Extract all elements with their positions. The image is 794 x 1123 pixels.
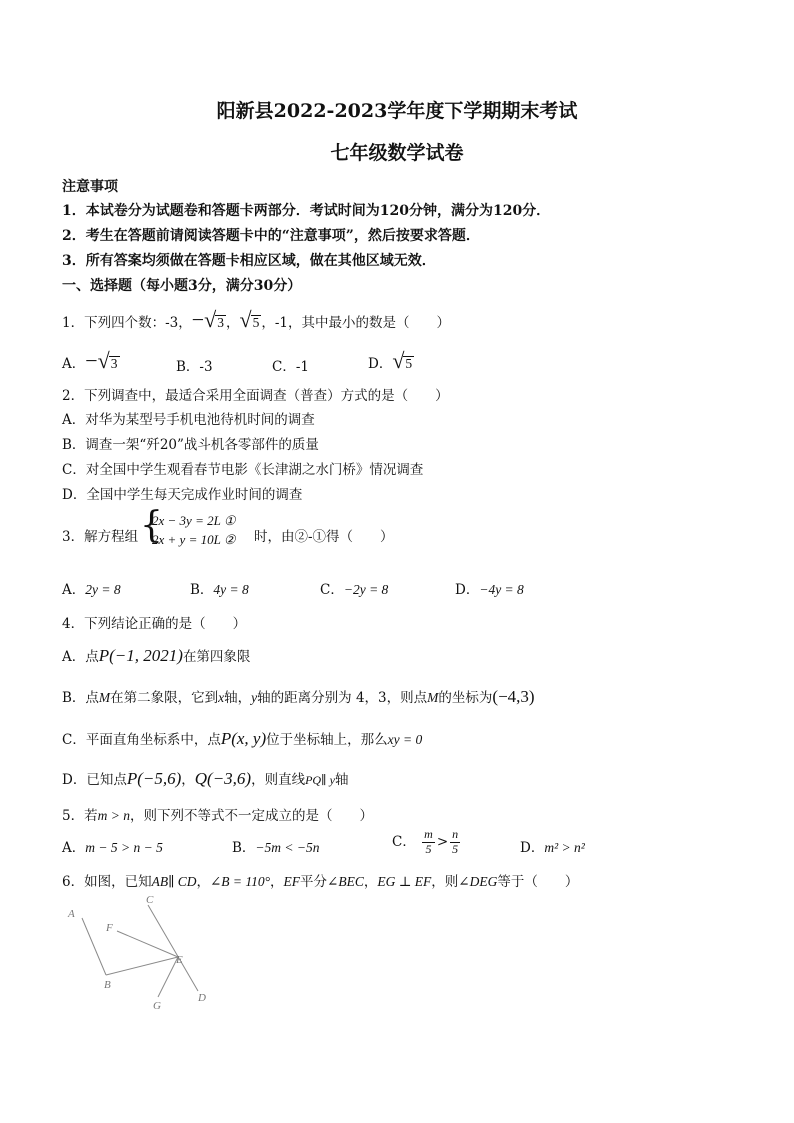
question-4-option-c: C．平面直角坐标系中，点P(x, y)位于坐标轴上，那么xy = 0 <box>62 729 423 748</box>
equation-2: 2x + y = 10L ② <box>152 532 236 547</box>
system-brace: { <box>140 505 163 546</box>
question-3-option-b: B．4y = 8 <box>190 582 249 598</box>
question-1-option-b: B．-3 <box>176 359 213 375</box>
question-2-option-b: B．调查一架“歼20”战斗机各零部件的质量 <box>62 437 319 453</box>
notice-item-3: 3．所有答案均须做在答题卡相应区域，做在其他区域无效． <box>62 253 436 269</box>
exam-title: 阳新县2022-2023学年度下学期期末考试 <box>216 100 578 122</box>
question-3-stem-a: 3．解方程组 <box>62 529 139 545</box>
segment-ab <box>82 918 106 975</box>
equation-system <box>152 513 235 551</box>
question-1-option-c: C．-1 <box>272 359 309 375</box>
label-a: A <box>68 908 75 920</box>
question-2-option-c: C．对全国中学生观看春节电影《长津湖之水门桥》情况调查 <box>62 462 424 478</box>
question-5-option-c: C． $\frac{m}{5}$ > $\frac{n}{5}$ <box>392 827 459 856</box>
segment-be <box>106 957 178 975</box>
question-3-stem-b: 时，由②-①得（ ） <box>254 529 394 545</box>
notice-item-2: 2．考生在答题前请阅读答题卡中的“注意事项”，然后按要求答题． <box>62 228 480 244</box>
geometry-figure <box>60 893 230 1018</box>
question-2-option-a: A．对华为某型号手机电池待机时间的调查 <box>62 412 315 428</box>
question-4-option-a: A．点P(−1, 2021)在第四象限 <box>62 646 251 665</box>
label-e: E <box>176 954 183 966</box>
question-1-stem: 1．下列四个数：-3，−√3 ，√5 ，-1，其中最小的数是（ ） <box>62 307 450 332</box>
question-5-option-a: A．m − 5 > n − 5 <box>62 840 163 856</box>
label-g: G <box>153 1000 161 1012</box>
question-4-stem: 4．下列结论正确的是（ ） <box>62 616 247 632</box>
label-f: F <box>106 922 113 934</box>
line-cd <box>148 905 198 991</box>
sqrt-5: 5 <box>252 315 260 330</box>
equation-1: 2x − 3y = 2L ① <box>152 513 236 528</box>
question-5-option-b: B．−5m < −5n <box>232 840 320 856</box>
question-3-option-a: A．2y = 8 <box>62 582 121 598</box>
question-3-option-d: D．−4y = 8 <box>455 582 524 598</box>
question-3-option-c: C．−2y = 8 <box>320 582 389 598</box>
question-2-option-d: D．全国中学生每天完成作业时间的调查 <box>62 487 303 503</box>
question-4-option-b: B．点M在第二象限，它到x轴，y轴的距离分别为 4，3，则点M的坐标为(−4,3) <box>62 687 535 706</box>
question-2-stem: 2．下列调查中，最适合采用全面调查（普查）方式的是（ ） <box>62 388 449 404</box>
question-4-option-d: D．已知点P(−5,6)，Q(−3,6)，则直线PQ∥ y轴 <box>62 769 349 788</box>
question-6-stem: 6．如图，已知AB∥ CD，∠B = 110°，EF平分∠BEC，EG ⊥ EF，则∠DEG等于（ ） <box>62 874 579 890</box>
label-d: D <box>198 992 206 1004</box>
segment-eg <box>158 957 178 997</box>
question-1-option-d: D．√5 <box>368 348 413 373</box>
label-c: C <box>146 894 154 906</box>
section-heading: 一、选择题（每小题3分，满分30分） <box>62 278 302 294</box>
question-5-stem: 5．若m > n，则下列不等式不一定成立的是（ ） <box>62 808 373 824</box>
segment-ef <box>117 931 178 957</box>
notice-item-1: 1．本试卷分为试题卷和答题卡两部分．考试时间为120分钟，满分为120分． <box>62 203 551 219</box>
label-b: B <box>104 979 111 991</box>
question-5-option-d: D．m² > n² <box>520 840 585 856</box>
exam-subtitle: 七年级数学试卷 <box>330 142 464 164</box>
question-1-option-a: A．−√3 <box>62 348 118 373</box>
notice-heading: 注意事项 <box>62 179 118 195</box>
sqrt-3: 3 <box>217 315 224 330</box>
